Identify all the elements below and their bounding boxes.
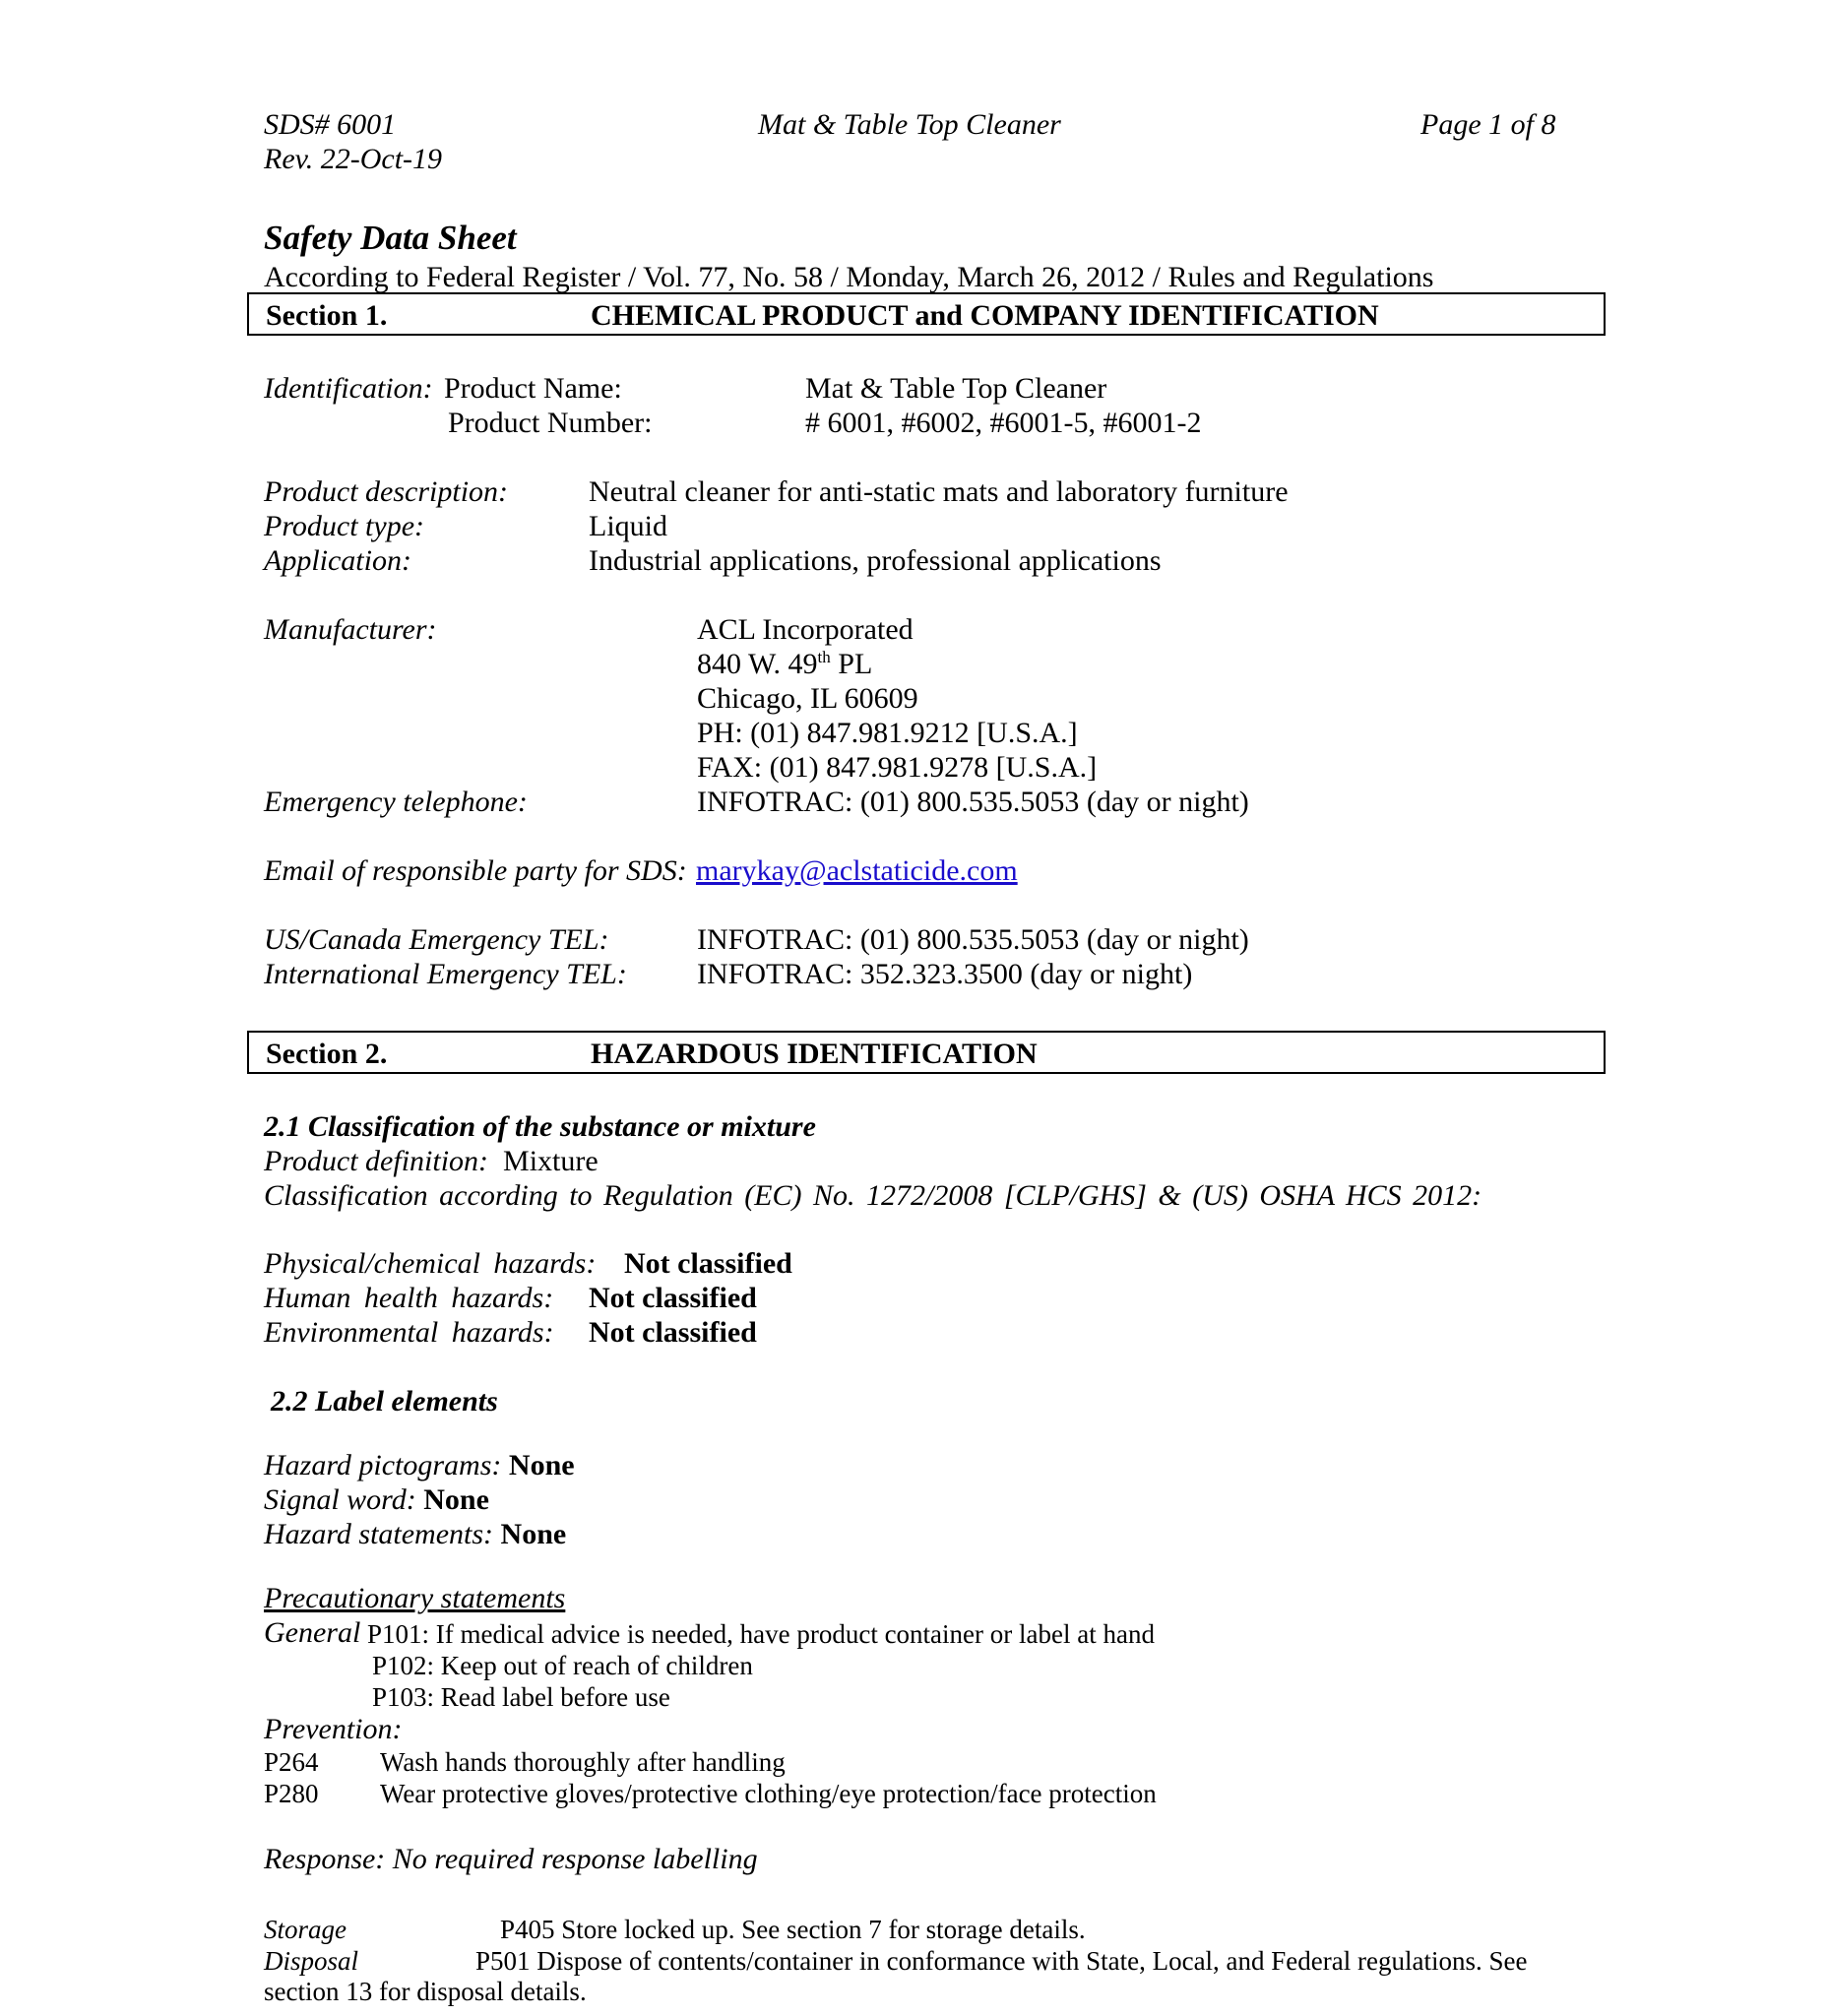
label-elements-heading: 2.2 Label elements bbox=[271, 1385, 498, 1418]
disposal-statement: P501 Dispose of contents/container in conformance with State, Local, and Federal regulations. See bbox=[475, 1946, 1528, 1976]
environmental-hazards: Not classified bbox=[589, 1316, 757, 1349]
product-type: Liquid bbox=[589, 510, 667, 542]
physical-hazards-label: Physical/chemical hazards: bbox=[264, 1247, 597, 1280]
manufacturer-city: Chicago, IL 60609 bbox=[697, 682, 918, 715]
revision-date: Rev. 22-Oct-19 bbox=[264, 143, 443, 175]
section2-header bbox=[247, 1031, 1606, 1074]
prevention-label: Prevention: bbox=[264, 1713, 403, 1745]
section1-number: Section 1. bbox=[266, 299, 388, 332]
product-description-label: Product description: bbox=[264, 475, 509, 508]
p264-code: P264 bbox=[264, 1747, 319, 1777]
precautionary-statements-heading: Precautionary statements bbox=[264, 1582, 566, 1614]
product-name-label: Product Name: bbox=[444, 372, 622, 405]
manufacturer-label: Manufacturer: bbox=[264, 613, 437, 646]
p103-statement: P103: Read label before use bbox=[372, 1682, 670, 1712]
general-label: General bbox=[264, 1616, 361, 1649]
storage-statement: P405 Store locked up. See section 7 for storage details. bbox=[500, 1915, 1086, 1944]
hazard-pictograms: Hazard pictograms: None bbox=[264, 1449, 575, 1481]
us-canada-emergency: INFOTRAC: (01) 800.535.5053 (day or night) bbox=[697, 923, 1249, 956]
document-title: Safety Data Sheet bbox=[264, 219, 517, 257]
product-description: Neutral cleaner for anti-static mats and laboratory furniture bbox=[589, 475, 1289, 508]
manufacturer-phone: PH: (01) 847.981.9212 [U.S.A.] bbox=[697, 717, 1078, 749]
emergency-telephone: INFOTRAC: (01) 800.535.5053 (day or night) bbox=[697, 786, 1249, 818]
section1-title: CHEMICAL PRODUCT and COMPANY IDENTIFICATION bbox=[591, 299, 1379, 332]
section2-title: HAZARDOUS IDENTIFICATION bbox=[591, 1038, 1038, 1070]
page-number: Page 1 of 8 bbox=[1420, 108, 1556, 141]
physical-hazards: Not classified bbox=[624, 1247, 792, 1280]
p101-statement: P101: If medical advice is needed, have product container or label at hand bbox=[367, 1619, 1155, 1649]
product-name: Mat & Table Top Cleaner bbox=[805, 372, 1107, 405]
section1-header bbox=[247, 292, 1606, 336]
email-label: Email of responsible party for SDS: bbox=[264, 854, 687, 887]
disposal-label: Disposal bbox=[264, 1946, 359, 1976]
p264-statement: Wash hands thoroughly after handling bbox=[380, 1747, 786, 1777]
environmental-hazards-label: Environmental hazards: bbox=[264, 1316, 554, 1349]
human-health-hazards: Not classified bbox=[589, 1282, 757, 1314]
p280-statement: Wear protective gloves/protective clothing/eye protection/face protection bbox=[380, 1779, 1157, 1808]
international-emergency: INFOTRAC: 352.323.3500 (day or night) bbox=[697, 958, 1193, 990]
product-number-label: Product Number: bbox=[448, 407, 653, 439]
international-emergency-label: International Emergency TEL: bbox=[264, 958, 627, 990]
product-number: # 6001, #6002, #6001-5, #6001-2 bbox=[805, 407, 1202, 439]
application: Industrial applications, professional applications bbox=[589, 544, 1162, 577]
section2-number: Section 2. bbox=[266, 1038, 388, 1070]
p102-statement: P102: Keep out of reach of children bbox=[372, 1651, 753, 1680]
manufacturer-fax: FAX: (01) 847.981.9278 [U.S.A.] bbox=[697, 751, 1098, 784]
disposal-statement-continued: section 13 for disposal details. bbox=[264, 1977, 587, 2006]
hazard-statements: Hazard statements: None bbox=[264, 1518, 567, 1550]
document-subtitle: According to Federal Register / Vol. 77, No. 58 / Monday, March 26, 2012 / Rules and Regulations bbox=[264, 261, 1434, 293]
classification-heading: 2.1 Classification of the substance or mixture bbox=[264, 1110, 816, 1143]
signal-word: Signal word: None bbox=[264, 1483, 489, 1516]
sds-number: SDS# 6001 bbox=[264, 108, 397, 141]
application-label: Application: bbox=[264, 544, 411, 577]
classification-regulation: Classification according to Regulation (EC) No. 1272/2008 [CLP/GHS] & (US) OSHA HCS 2012: bbox=[264, 1179, 1482, 1212]
manufacturer-address: 840 W. 49th PL bbox=[697, 648, 873, 680]
storage-label: Storage bbox=[264, 1915, 347, 1944]
emergency-telephone-label: Emergency telephone: bbox=[264, 786, 528, 818]
us-canada-emergency-label: US/Canada Emergency TEL: bbox=[264, 923, 609, 956]
email-link[interactable]: marykay@aclstaticide.com bbox=[696, 854, 1018, 887]
manufacturer-name: ACL Incorporated bbox=[697, 613, 914, 646]
identification-label: Identification: bbox=[264, 372, 433, 405]
header-product-title: Mat & Table Top Cleaner bbox=[758, 108, 1061, 141]
product-definition: Product definition: Mixture bbox=[264, 1145, 599, 1177]
human-health-hazards-label: Human health hazards: bbox=[264, 1282, 554, 1314]
response-statement: Response: No required response labelling bbox=[264, 1843, 758, 1875]
product-type-label: Product type: bbox=[264, 510, 424, 542]
p280-code: P280 bbox=[264, 1779, 319, 1808]
